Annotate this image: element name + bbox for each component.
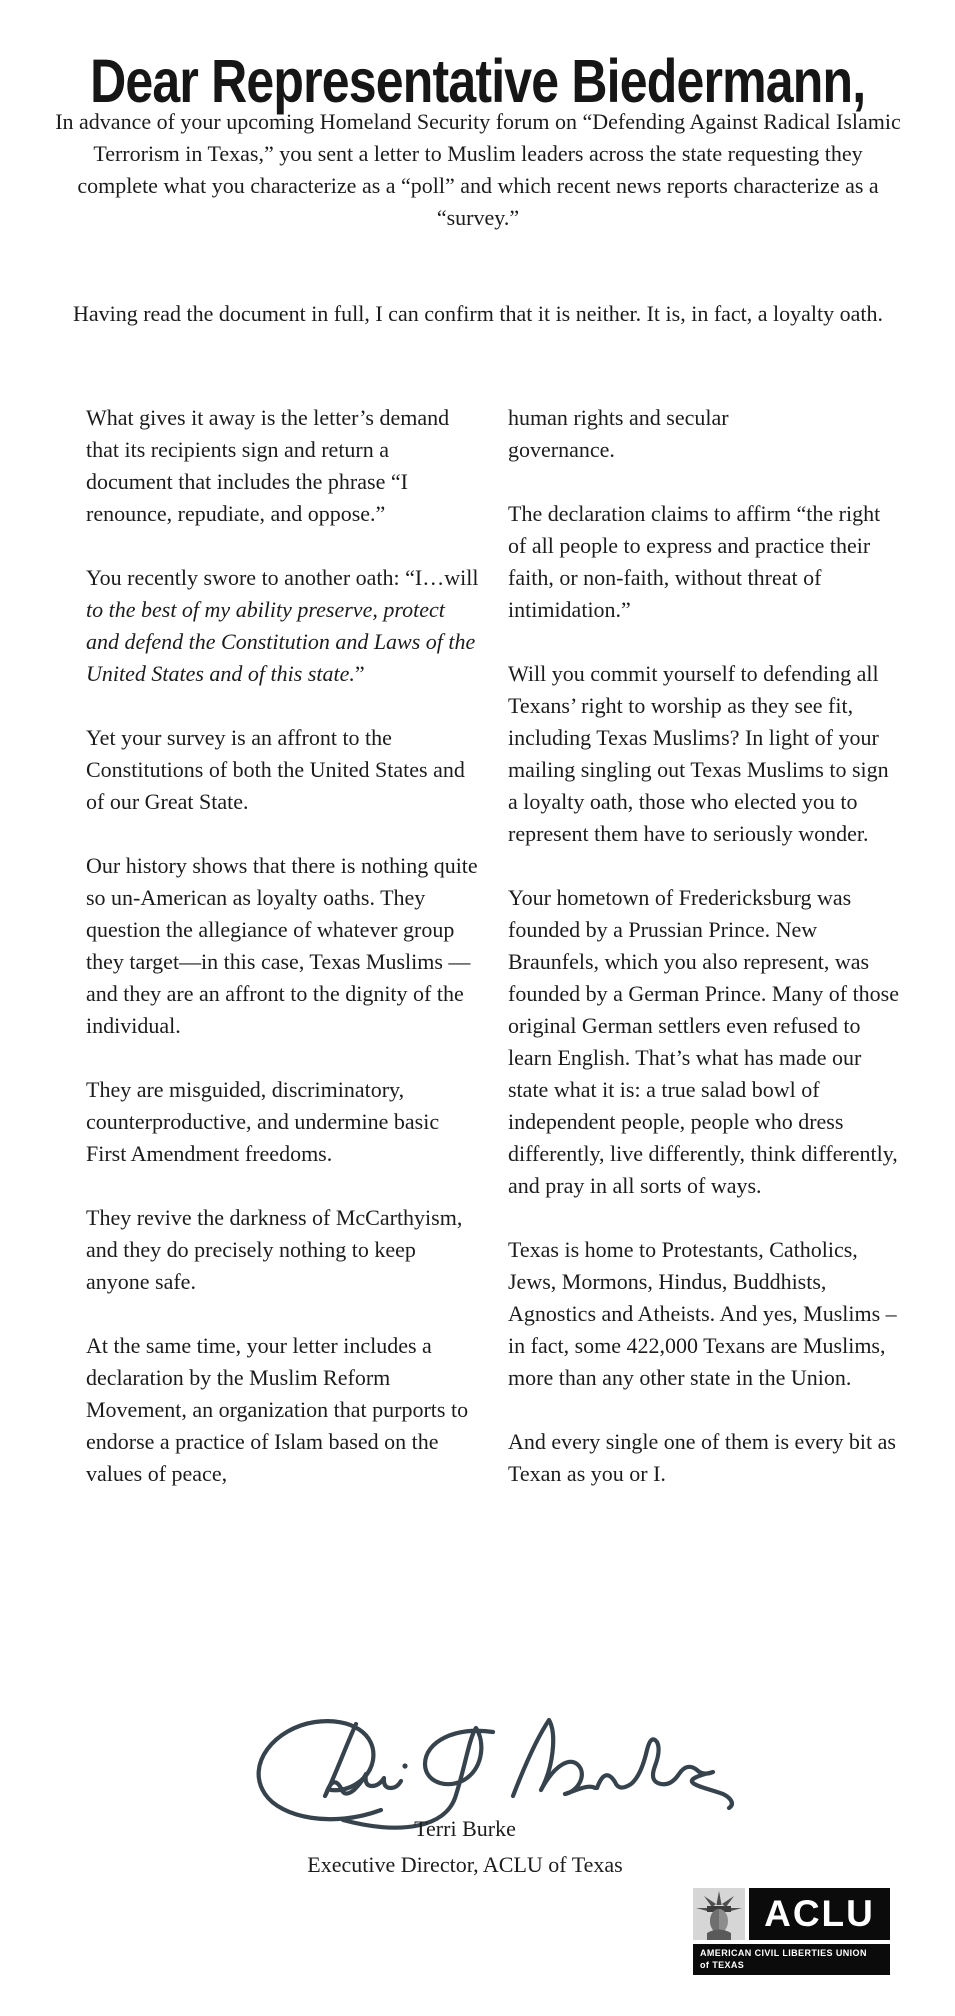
- body-paragraph: And every single one of them is every bit as Texan as you or I.: [508, 1429, 896, 1486]
- aclu-logo: [693, 1888, 890, 1975]
- body-paragraph: Will you commit yourself to defending all Texans’ right to worship as they see fit, including Texas Muslims? In light of your mailing singling out Texas Muslims to sign a loyalty oath, those who elected you to represent them have to seriously wonder.: [508, 661, 889, 846]
- body-paragraph: Texas is home to Protestants, Catholics, Jews, Mormons, Hindus, Buddhists, Agnostics and Atheists. And yes, Muslims – in fact, some 422,000 Texans are Muslims, more than any other state in the Union.: [508, 1237, 897, 1390]
- intro-paragraph-1: In advance of your upcoming Homeland Security forum on “Defending Against Radical Islamic Terrorism in Texas,” you sent a letter to Muslim leaders across the state requesting they complete what you characterize as a “poll” and which recent news reports characterize as a “survey.”: [55, 109, 901, 230]
- body-paragraph: At the same time, your letter includes a declaration by the Muslim Reform Movement, an organization that purports to endorse a practice of Islam based on the values of peace,: [86, 1333, 469, 1486]
- aclu-logo-top-row: [693, 1888, 890, 1940]
- body-paragraph: Our history shows that there is nothing quite so un-American as loyalty oaths. They question the allegiance of whatever group they target—in this case, Texas Muslims —and they are an affront to the dignity of the individual.: [86, 853, 478, 1038]
- body-paragraph: What gives it away is the letter’s demand that its recipients sign and return a document that includes the phrase “I renounce, repudiate, and oppose.”: [86, 405, 450, 526]
- logo-org-name: AMERICAN CIVIL LIBERTIES UNION: [700, 1948, 867, 1958]
- body-paragraph: You recently swore to another oath: “I…will to the best of my ability preserve, protect and defend the Constitution and Laws of the United States and of this state.”: [86, 565, 479, 686]
- body-paragraph: They revive the darkness of McCarthyism, and they do precisely nothing to keep anyone safe.: [86, 1205, 463, 1294]
- aclu-logo-bar: [693, 1944, 890, 1975]
- body-column-right: [508, 402, 902, 1522]
- page-title-text: Dear Representative Biedermann,: [89, 47, 866, 115]
- body-paragraph: They are misguided, discriminatory, counterproductive, and undermine basic First Amendment freedoms.: [86, 1077, 440, 1166]
- intro-paragraph-2: Having read the document in full, I can confirm that it is neither. It is, in fact, a loyalty oath.: [72, 301, 884, 326]
- body-paragraph: The declaration claims to affirm “the right of all people to express and practice their faith, or non-faith, without threat of intimidation.”: [508, 501, 881, 622]
- signatory-name: Terri Burke: [414, 1816, 516, 1841]
- signature-block: [0, 1690, 930, 1880]
- body-paragraph: Yet your survey is an affront to the Constitutions of both the United States and of our Great State.: [86, 725, 465, 814]
- body-column-left: [86, 402, 480, 1522]
- logo-acronym: ACLU: [749, 1888, 890, 1940]
- signatory-title: Executive Director, ACLU of Texas: [307, 1852, 623, 1877]
- logo-org-region: of TEXAS: [700, 1960, 745, 1970]
- body-paragraph: human rights and secular governance.: [508, 405, 729, 462]
- body-paragraph: Your hometown of Fredericksburg was founded by a Prussian Prince. New Braunfels, which you also represent, was founded by a German Prince. Many of those original German settlers even refused to learn English. That’s what has made our state what it is: a true salad bowl of independent people, people who dress differently, live differently, think differently, and pray in all sorts of ways.: [508, 885, 900, 1198]
- statue-of-liberty-icon: [693, 1888, 745, 1940]
